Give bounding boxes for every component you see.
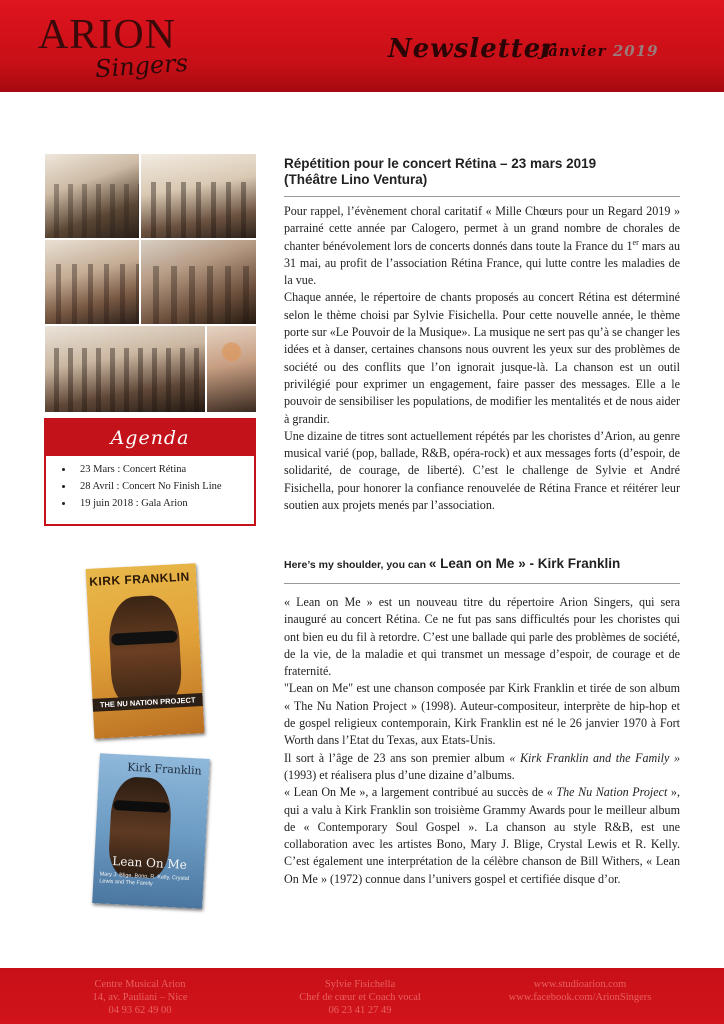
- artist-face: [107, 594, 183, 708]
- logo-singers: Singers: [94, 48, 189, 84]
- album-cover-nu-nation: [86, 563, 205, 739]
- agenda-list: [46, 461, 254, 512]
- article2-p4-text-end: », qui a valu à Kirk Franklin son troisième Grammy Awards pour le meilleur album de « Contemporary Soul Gospel ». La chanson au style R&B, est une collaboration avec les artistes Bono, Mary J. Blige, Crystal Lewis et R. Kelly. C’est également une interprétation de la célèbre chanson de Bill Withers, « Lean On Me » (1972) connue dans l’univers gospel et certifiée disque d’or.: [284, 785, 680, 886]
- footer-contact: [270, 978, 450, 1017]
- article2-p3-text: Il sort à l’âge de 23 ans son premier album: [284, 750, 510, 765]
- album1-artist: KIRK FRANKLIN: [88, 569, 191, 589]
- article2-title: [284, 556, 620, 573]
- footer-links: [480, 978, 680, 1004]
- rehearsal-photo-5: [45, 326, 205, 412]
- article2-paragraph-2: "Lean on Me" est une chanson composée par Kirk Franklin et tirée de son album « The Nu Nation Project » (1998). Auteur-compositeur, interprète de hip-hop et de gospel religieux contemporain, Kirk Franklin est né le 26 janvier 1970 à Fort Worth dans l’Etat du Texas, aux Etats-Unis.: [284, 681, 680, 748]
- article1-title-line1: Répétition pour le concert Rétina – 23 mars 2019: [284, 156, 597, 171]
- article1-paragraph-1: [284, 203, 680, 289]
- album2-credits: Mary J. Blige, Bono, R. Kelly, Crystal Lewis and The Family: [99, 871, 190, 888]
- rehearsal-photo-1: [45, 154, 139, 238]
- footer-banner: [0, 968, 724, 1024]
- newsletter-title: Newsletter: [388, 34, 557, 64]
- article2-title-main: « Lean on Me » - Kirk Franklin: [428, 556, 621, 571]
- article1-paragraph-3: Une dizaine de titres sont actuellement répétés par les choristes d’Arion, au genre musical varié (pop, ballade, R&B, opéra-rock) et aux messages forts (d’espoir, de solidarité, de courage, de liberté). C’est le challenge de Sylvie et André Fisichella, pour honorer la confiance renouvelée de Rétina France et réitérer leur soutien aux projets menés par l’association.: [284, 428, 680, 513]
- article1-p1-sup: er: [632, 237, 639, 247]
- article1-paragraph-2: Chaque année, le répertoire de chants proposés au concert Rétina est déterminé selon le thème choisi par Sylvie Fisichella. Pour cette nouvelle année, le thème porte sur «Le Pouvoir de la Musique». La musique ne sert pas qu’à se changer les idées et à danser, certaines chansons nous ouvrent les yeux sur des problèmes de société ou des conflits que l’on ignorait jusque-là. La chanson est un outil privilégié pour exprimer un engagement, faire passer des messages. Elle a le pouvoir de sensibiliser les populations, de modifier les mentalités et de nous aider à grandir.: [284, 290, 680, 426]
- article2-divider: [284, 583, 680, 584]
- article2-paragraph-3: [284, 750, 680, 785]
- article1-divider: [284, 196, 680, 197]
- rehearsal-photo-collage: [45, 154, 256, 412]
- album-cover-lean-on-me: [92, 753, 210, 909]
- footer-phone: 04 93 62 49 00: [108, 1005, 172, 1016]
- facebook-link[interactable]: www.facebook.com/ArionSingers: [508, 992, 652, 1003]
- article2-paragraph-4: [284, 784, 680, 888]
- rehearsal-photo-6: [207, 326, 256, 412]
- rehearsal-photo-3: [45, 240, 139, 324]
- footer-line: Sylvie Fisichella: [324, 979, 396, 990]
- article2-body: [284, 594, 680, 888]
- rehearsal-photo-2: [141, 154, 256, 238]
- agenda-item: • 19 juin 2018 : Gala Arion: [74, 495, 254, 512]
- article1-body: [284, 203, 680, 514]
- agenda-box: [44, 418, 256, 526]
- album2-artist: Kirk Franklin: [126, 760, 203, 778]
- article2-p3-text-end: (1993) et réalisera plus d’une dizaine d’albums.: [284, 767, 515, 782]
- newsletter-year: 2019: [612, 42, 659, 60]
- article1-title-line2: (Théâtre Lino Ventura): [284, 172, 428, 187]
- footer-line: 14, av. Pauliani – Nice: [92, 992, 188, 1003]
- album2-title: Lean On Me: [112, 854, 188, 872]
- agenda-item: • 28 Avril : Concert No Finish Line: [74, 478, 254, 495]
- article2-p4-text: « Lean On Me », a largement contribué au succès de «: [284, 785, 557, 800]
- newsletter-date: [540, 42, 659, 60]
- newsletter-month: Janvier: [540, 42, 607, 60]
- footer-line: Centre Musical Arion: [94, 979, 186, 990]
- footer-address: [60, 978, 220, 1017]
- article2-paragraph-1: « Lean on Me » est un nouveau titre du répertoire Arion Singers, qui sera inauguré au concert Rétina. Ce ne fut pas sans difficultés pour les choristes qui ont bien eu du fil à retordre. C’est une ballade qui parle des problèmes de société, de la vie, de la maladie et qui transmet un message d’espoir, de courage et de fraternité.: [284, 595, 680, 679]
- header-banner: [0, 0, 724, 92]
- agenda-item: • 23 Mars : Concert Rétina: [74, 461, 254, 478]
- footer-line: Chef de cœur et Coach vocal: [299, 992, 421, 1003]
- article1-p1-text-end: mars au 31 mai, au profit de l’association Rétina France, qui lutte contre les maladies de la vue.: [284, 238, 680, 288]
- article1-p1-text: Pour rappel, l’évènement choral caritatif « Mille Chœurs pour un Regard 2019 » parrainé cette année par Calogero, permet à un grand nombre de chorales de chanter bénévolement lors de concerts donnés dans toute la France du 1: [284, 204, 680, 253]
- footer-phone: 06 23 41 27 49: [328, 1005, 392, 1016]
- article2-p3-album: « Kirk Franklin and the Family »: [509, 750, 681, 765]
- website-link[interactable]: www.studioarion.com: [533, 979, 627, 990]
- logo-arion: ARION: [38, 12, 176, 58]
- article1-title: [284, 156, 596, 188]
- album1-title: THE NU NATION PROJECT: [92, 693, 203, 712]
- agenda-title: Agenda: [46, 420, 254, 456]
- rehearsal-photo-4: [141, 240, 256, 324]
- article2-p4-album: The Nu Nation Project: [556, 785, 668, 800]
- article2-title-prefix: Here’s my shoulder, you can: [284, 559, 429, 571]
